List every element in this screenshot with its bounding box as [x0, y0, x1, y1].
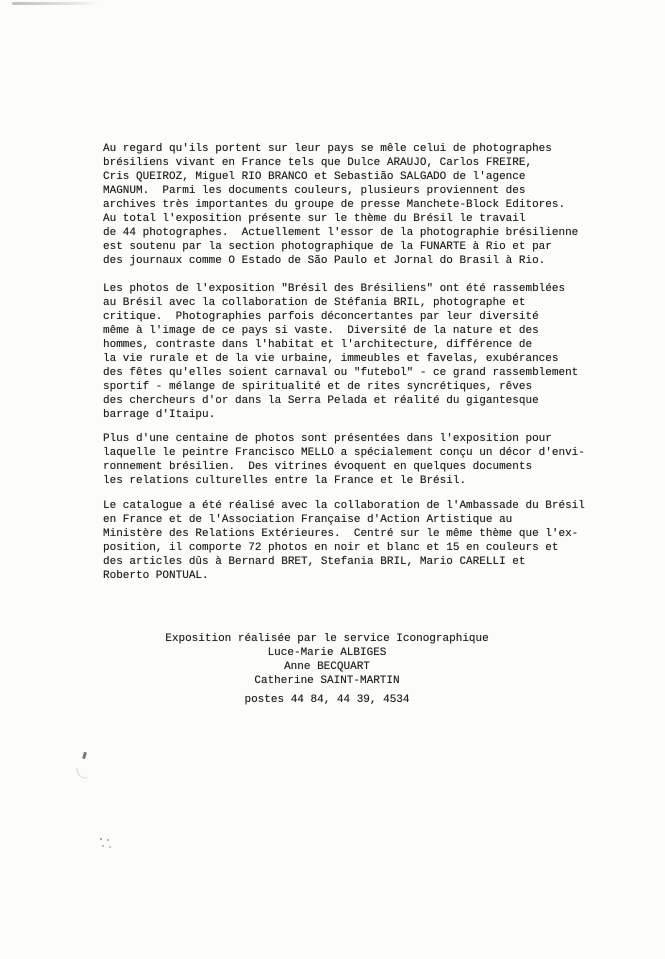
footer-credits [0, 632, 654, 707]
scan-smudge-top [12, 2, 100, 5]
credit-service-line: Exposition réalisée par le service Iconographique [165, 633, 489, 645]
text-line: au Brésil avec la collaboration de Stéfania BRIL, photographe et [103, 297, 526, 309]
text-line: MAGNUM. Parmi les documents couleurs, plusieurs proviennent des [103, 185, 526, 197]
text-line: Ministère des Relations Extérieures. Centré sur le même thème que l'ex- [103, 528, 579, 540]
scan-mark-curve [76, 766, 88, 779]
text-line: archives très importantes du groupe de presse Manchete-Block Editores. [103, 199, 566, 211]
text-line: des articles dûs à Bernard BRET, Stefania BRIL, Mario CARELLI et [103, 556, 526, 568]
text-line: des chercheurs d'or dans la Serra Pelada et réalité du gigantesque [103, 395, 539, 407]
text-line: Les photos de l'exposition "Brésil des Brésiliens" ont été rassemblées [103, 283, 566, 295]
text-line: les relations culturelles entre la France et le Brésil. [103, 475, 467, 487]
text-line: sportif - mélange de spiritualité et de rites syncrétiques, rêves [103, 381, 533, 393]
credit-name: Anne BECQUART [284, 661, 370, 673]
text-line: de 44 photographes. Actuellement l'essor de la photographie brésilienne [103, 227, 579, 239]
text-line: brésiliens vivant en France tels que Dulce ARAUJO, Carlos FREIRE, [103, 157, 533, 169]
scan-mark-dots [100, 838, 102, 840]
text-line: position, il comporte 72 photos en noir et blanc et 15 en couleurs et [103, 542, 559, 554]
credit-phone-line: postes 44 84, 44 39, 4534 [244, 694, 410, 706]
paragraph-catalogue [103, 499, 585, 583]
text-line: Le catalogue a été réalisé avec la collaboration de l'Ambassade du Brésil [103, 500, 585, 512]
text-line: Plus d'une centaine de photos sont présentées dans l'exposition pour [103, 433, 552, 445]
text-line: laquelle le peintre Francisco MELLO a spécialement conçu un décor d'envi- [103, 447, 585, 459]
paragraph-decor-vitrines [103, 432, 585, 488]
text-line: critique. Photographies parfois déconcertantes par leur diversité [103, 311, 539, 323]
text-line: même à l'image de ce pays si vaste. Diversité de la nature et des [103, 325, 539, 337]
text-line: des journaux comme O Estado de São Paulo et Jornal do Brasil à Rio. [103, 255, 546, 267]
text-line: Au total l'exposition présente sur le thème du Brésil le travail [103, 213, 526, 225]
text-line: barrage d'Itaipu. [103, 409, 216, 421]
text-line: la vie rurale et de la vie urbaine, immeubles et favelas, exubérances [103, 353, 559, 365]
text-line: Roberto PONTUAL. [103, 570, 209, 582]
text-line: en France et de l'Association Française d'Action Artistique au [103, 514, 513, 526]
paragraph-photographers-overview [103, 142, 578, 268]
text-line: est soutenu par la section photographique de la FUNARTE à Rio et par [103, 241, 552, 253]
text-line: ronnement brésilien. Des vitrines évoquent en quelques documents [103, 461, 533, 473]
text-line: Au regard qu'ils portent sur leur pays se mêle celui de photographes [103, 143, 552, 155]
text-line: hommes, contraste dans l'habitat et l'architecture, différence de [103, 339, 533, 351]
credit-name: Catherine SAINT-MARTIN [254, 675, 400, 687]
scan-mark-speck [82, 752, 87, 760]
text-line: Cris QUEIROZ, Miguel RIO BRANCO et Sebastião SALGADO de l'agence [103, 171, 526, 183]
text-line: des fêtes qu'elles soient carnaval ou "futebol" - ce grand rassemblement [103, 367, 579, 379]
paragraph-exposition-photos [103, 282, 578, 422]
credit-name: Luce-Marie ALBIGES [267, 647, 387, 659]
